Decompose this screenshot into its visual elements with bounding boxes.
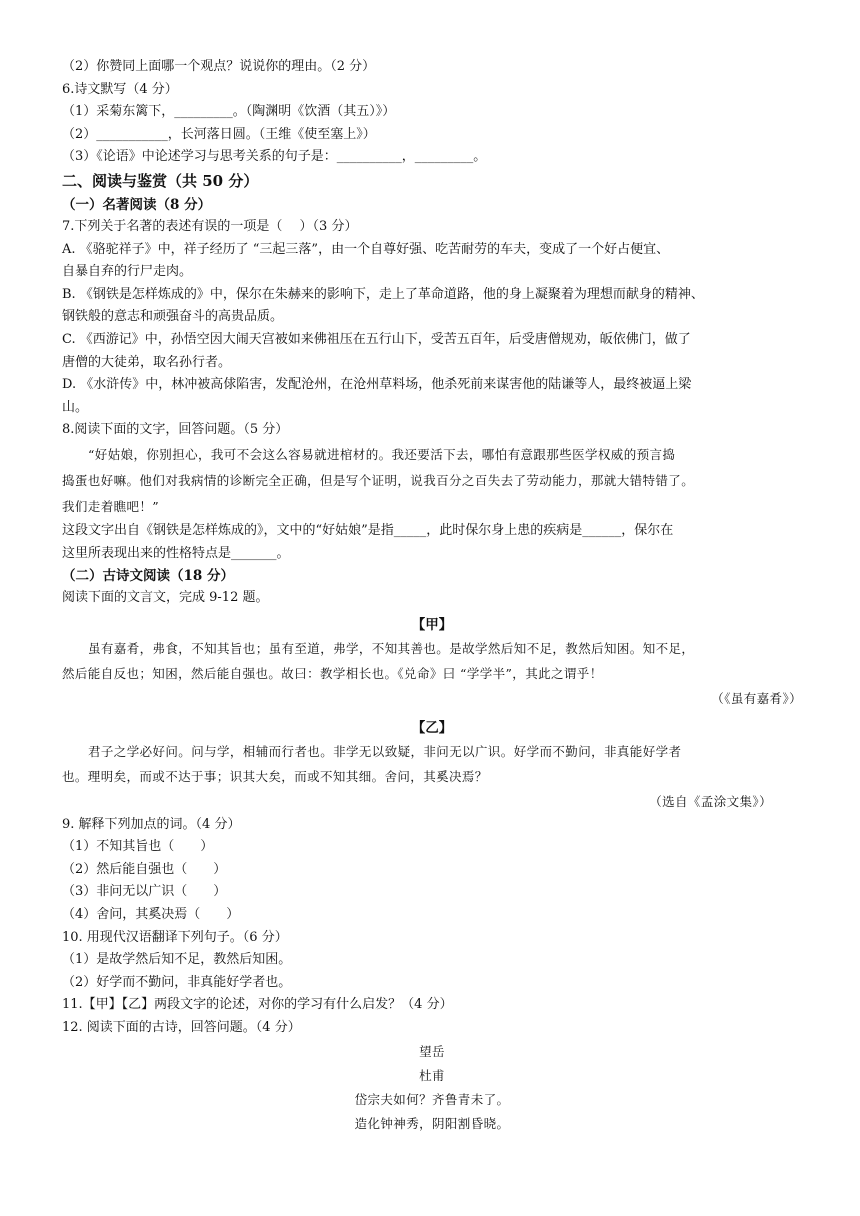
q7-option-a: A. 《骆驼祥子》中，祥子经历了 “三起三落”，由一个自尊好强、吃苦耐劳的车夫，变成了一个好占便宜、 — [62, 241, 670, 257]
q9-stem: 9. 解释下列加点的词。（4 分） — [62, 816, 241, 832]
q7-stem: 7.下列关于名著的表述有误的一项是（ ）（3 分） — [62, 218, 358, 234]
q7-option-c: C. 《西游记》中，孙悟空因大闹天宫被如来佛祖压在五行山下，受苦五百年，后受唐僧规劝，皈依佛门，做了 — [62, 331, 691, 347]
q8-quote-line-2: 捣蛋也好嘛。他们对我病情的诊断完全正确，但是写个证明，说我百分之百失去了劳动能力，那就大错特错了。 — [62, 472, 695, 488]
q10-item-1: （1）是故学然后知不足，教然后知困。 — [62, 952, 292, 968]
subsection-title-classical: （二）古诗文阅读（18 分） — [62, 568, 234, 585]
q9-item-1: （1）不知其旨也（ ） — [62, 839, 214, 855]
q6-stem: 6.诗文默写（4 分） — [62, 81, 178, 97]
passage-jia-line-1: 虽有嘉肴，弗食，不知其旨也；虽有至道，弗学，不知其善也。是故学然后知不足，教然后知困。知不足， — [88, 640, 695, 656]
q12-stem: 12. 阅读下面的古诗，回答问题。（4 分） — [62, 1020, 301, 1036]
passage-jia-label: 【甲】 — [411, 616, 453, 633]
q8-quote-line-3: 我们走着瞧吧！” — [62, 498, 160, 514]
passage-yi-line-2: 也。理明矣，而或不达于事；识其大矣，而或不知其细。舍问，其奚决焉？ — [62, 768, 488, 784]
passage-yi-label: 【乙】 — [411, 719, 453, 736]
exam-page — [62, 56, 802, 1136]
poem-line-1: 岱宗夫如何？齐鲁青未了。 — [354, 1091, 510, 1107]
q6-item-1: （1）采菊东篱下，_________。（陶渊明《饮酒（其五）》） — [62, 104, 396, 120]
passage-jia-line-2: 然后能自反也；知困，然后能自强也。故曰：教学相长也。《兑命》曰 “学学半”，其此之谓乎！ — [62, 665, 603, 681]
q6-item-2: （2）___________，长河落日圆。（王维《使至塞上》） — [62, 126, 376, 142]
poem-author: 杜甫 — [419, 1067, 445, 1083]
poem-line-2: 造化钟神秀，阴阳割昏晓。 — [354, 1115, 510, 1131]
q9-item-3: （3）非问无以广识（ ） — [62, 884, 227, 900]
subsection-title-classics: （一）名著阅读（8 分） — [62, 196, 212, 213]
passage-yi-source: （选自《孟涂文集》） — [649, 793, 772, 809]
passage-yi-line-1: 君子之学必好问。问与学，相辅而行者也。非学无以致疑，非问无以广识。好学而不勤问，非真能好学者 — [88, 743, 682, 759]
q7-option-b: B. 《钢铁是怎样炼成的》中，保尔在朱赫来的影响下，走上了革命道路，他的身上凝聚着为理想而献身的精神、 — [62, 286, 704, 302]
q7-option-c-cont: 唐僧的大徒弟，取名孙行者。 — [62, 354, 232, 370]
section-title-reading: 二、阅读与鉴赏（共 50 分） — [62, 171, 259, 190]
q7-option-d: D. 《水浒传》中，林冲被高俅陷害，发配沧州，在沧州草料场，他杀死前来谋害他的陆谦等人，最终被逼上梁 — [62, 377, 692, 393]
poem-title: 望岳 — [419, 1043, 445, 1059]
q5-sub2: （2）你赞同上面哪一个观点？说说你的理由。（2 分） — [62, 59, 376, 74]
q7-option-a-cont: 自暴自弃的行尸走肉。 — [62, 264, 193, 280]
q7-option-d-cont: 山。 — [62, 399, 89, 415]
q8-question-2: 这里所表现出来的性格特点是_______。 — [62, 545, 290, 561]
q10-stem: 10. 用现代汉语翻译下列句子。（6 分） — [62, 929, 288, 945]
q8-question-1: 这段文字出自《钢铁是怎样炼成的》，文中的“好姑娘”是指_____，此时保尔身上患的疾病是______，保尔在 — [62, 522, 674, 538]
q7-option-b-cont: 钢铁般的意志和顽强奋斗的高贵品质。 — [62, 309, 284, 325]
q9-item-2: （2）然后能自强也（ ） — [62, 861, 227, 877]
q9-item-4: （4）舍问，其奚决焉（ ） — [62, 907, 240, 923]
q11-stem: 11.【甲】【乙】两段文字的论述，对你的学习有什么启发？（4 分） — [62, 997, 453, 1013]
passage-jia-source: （《虽有嘉肴》） — [711, 690, 802, 706]
q10-item-2: （2）好学而不勤问，非真能好学者也。 — [62, 974, 292, 990]
q8-stem: 8.阅读下面的文字，回答问题。（5 分） — [62, 422, 289, 438]
q6-item-3: （3）《论语》中论述学习与思考关系的句子是：__________，_________。 — [62, 149, 487, 165]
q8-quote-line-1: “好姑娘，你别担心，我可不会这么容易就进棺材的。我还要活下去，哪怕有意跟那些医学权威的预言捣 — [88, 446, 676, 462]
passage-intro: 阅读下面的文言文，完成 9-12 题。 — [62, 590, 269, 606]
